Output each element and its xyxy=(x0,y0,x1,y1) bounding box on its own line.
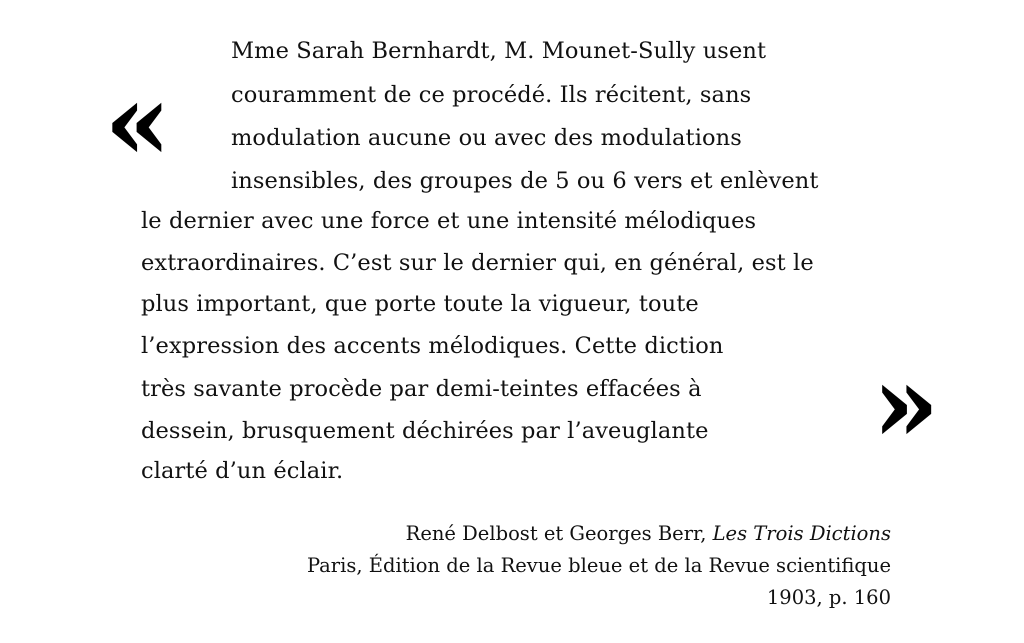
quote-line: le dernier avec une force et une intensité mélodiques xyxy=(141,208,757,234)
closing-guillemet: » xyxy=(872,341,940,467)
citation-authors: René Delbost et Georges Berr, xyxy=(405,522,713,545)
quote-line: l’expression des accents mélodiques. Cette diction xyxy=(141,333,724,359)
citation-year-page: 1903, p. 160 xyxy=(766,586,891,609)
quote-line: très savante procède par demi-teintes effacées à xyxy=(141,376,702,402)
quote-line: couramment de ce procédé. Ils récitent, sans xyxy=(231,82,752,108)
quote-line: dessein, brusquement déchirées par l’aveuglante xyxy=(141,418,709,444)
opening-guillemet: « xyxy=(104,59,172,185)
quote-line: modulation aucune ou avec des modulations xyxy=(231,125,742,151)
quote-line: plus important, que porte toute la vigueur, toute xyxy=(141,291,699,317)
quote-line: Mme Sarah Bernhardt, M. Mounet-Sully usent xyxy=(231,38,767,64)
citation-publisher: Paris, Édition de la Revue bleue et de la Revue scientifique xyxy=(306,554,891,577)
citation-title: Les Trois Dictions xyxy=(712,522,891,545)
quote-line: extraordinaires. C’est sur le dernier qui, en général, est le xyxy=(141,250,814,276)
citation-source xyxy=(406,524,891,544)
quote-line: insensibles, des groupes de 5 ou 6 vers et enlèvent xyxy=(231,168,819,194)
quote-line: clarté d’un éclair. xyxy=(141,458,344,484)
